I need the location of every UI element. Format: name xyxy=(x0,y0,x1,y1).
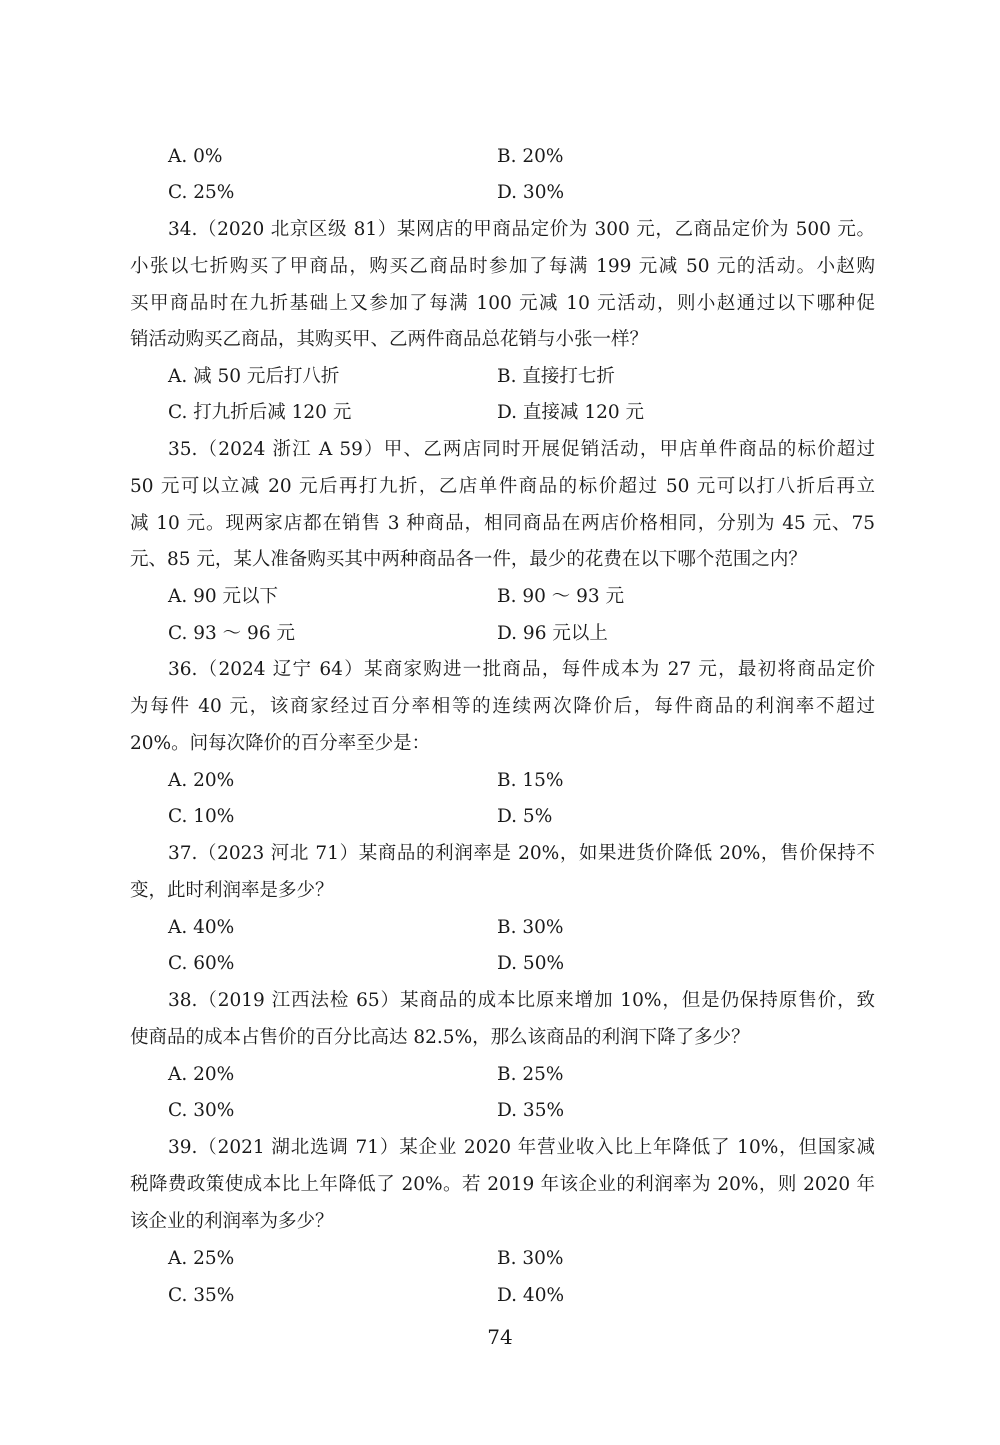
question-38-option-d: D. 35% xyxy=(497,1100,565,1121)
question-36-line-3: 20%。问每次降价的百分率至少是： xyxy=(130,733,431,754)
question-38-line-1: 38.（2019 江西法检 65）某商品的成本比原来增加 10%，但是仍保持原售价，致 xyxy=(168,990,875,1011)
question-39-line-1: 39.（2021 湖北选调 71）某企业 2020 年营业收入比上年降低了 10%，但国家减 xyxy=(168,1137,875,1158)
question-39-option-d: D. 40% xyxy=(497,1285,565,1306)
question-36-option-a: A. 20% xyxy=(168,770,235,791)
question-36-option-b: B. 15% xyxy=(497,770,564,791)
option-b: B. 20% xyxy=(497,146,564,167)
question-39-line-2: 税降费政策使成本比上年降低了 20%。若 2019 年该企业的利润率为 20%，则 2020 年 xyxy=(130,1174,875,1195)
question-34-line-2: 小张以七折购买了甲商品，购买乙商品时参加了每满 199 元减 50 元的活动。小赵购 xyxy=(130,256,875,277)
question-35-line-1: 35.（2024 浙江 A 59）甲、乙两店同时开展促销活动，甲店单件商品的标价超过 xyxy=(168,439,875,460)
question-38-option-c: C. 30% xyxy=(168,1100,235,1121)
question-37-option-a: A. 40% xyxy=(168,917,235,938)
question-37-line-2: 变，此时利润率是多少？ xyxy=(130,880,334,901)
question-34-option-c: C. 打九折后减 120 元 xyxy=(168,402,352,423)
option-d: D. 30% xyxy=(497,182,565,203)
question-34-option-d: D. 直接减 120 元 xyxy=(497,402,645,423)
option-a: A. 0% xyxy=(168,146,223,167)
question-37-option-b: B. 30% xyxy=(497,917,564,938)
question-35-option-b: B. 90 ～ 93 元 xyxy=(497,586,625,607)
question-35-option-d: D. 96 元以上 xyxy=(497,623,608,644)
question-36-line-2: 为每件 40 元，该商家经过百分率相等的连续两次降价后，每件商品的利润率不超过 xyxy=(130,696,875,717)
question-35-line-4: 元、85 元，某人准备购买其中两种商品各一件，最少的花费在以下哪个范围之内？ xyxy=(130,549,807,570)
question-35-option-a: A. 90 元以下 xyxy=(168,586,279,607)
question-39-option-a: A. 25% xyxy=(168,1248,235,1269)
question-39-option-c: C. 35% xyxy=(168,1285,235,1306)
question-34-line-3: 买甲商品时在九折基础上又参加了每满 100 元减 10 元活动，则小赵通过以下哪种促 xyxy=(130,293,875,314)
question-38-option-a: A. 20% xyxy=(168,1064,235,1085)
question-38-option-b: B. 25% xyxy=(497,1064,564,1085)
question-35-line-3: 减 10 元。现两家店都在销售 3 种商品，相同商品在两店价格相同，分别为 45 元、75 xyxy=(130,513,875,534)
question-37-line-1: 37.（2023 河北 71）某商品的利润率是 20%，如果进货价降低 20%，售价保持不 xyxy=(168,843,875,864)
question-39-option-b: B. 30% xyxy=(497,1248,564,1269)
question-37-option-d: D. 50% xyxy=(497,953,565,974)
question-38-line-2: 使商品的成本占售价的百分比高达 82.5%，那么该商品的利润下降了多少？ xyxy=(130,1027,750,1048)
question-36-option-d: D. 5% xyxy=(497,806,553,827)
question-35-line-2: 50 元可以立减 20 元后再打九折，乙店单件商品的标价超过 50 元可以打八折后再立 xyxy=(130,476,875,497)
question-35-option-c: C. 93 ～ 96 元 xyxy=(168,623,295,644)
option-c: C. 25% xyxy=(168,182,235,203)
page-number: 74 xyxy=(487,1325,513,1349)
question-34-option-b: B. 直接打七折 xyxy=(497,366,615,387)
question-34-option-a: A. 减 50 元后打八折 xyxy=(168,366,340,387)
question-39-line-3: 该企业的利润率为多少？ xyxy=(130,1211,334,1232)
question-37-option-c: C. 60% xyxy=(168,953,235,974)
question-34-line-1: 34.（2020 北京区级 81）某网店的甲商品定价为 300 元，乙商品定价为 500 元。 xyxy=(168,219,875,240)
question-34-line-4: 销活动购买乙商品，其购买甲、乙两件商品总花销与小张一样？ xyxy=(130,329,649,350)
question-36-line-1: 36.（2024 辽宁 64）某商家购进一批商品，每件成本为 27 元，最初将商品定价 xyxy=(168,659,875,680)
question-36-option-c: C. 10% xyxy=(168,806,235,827)
